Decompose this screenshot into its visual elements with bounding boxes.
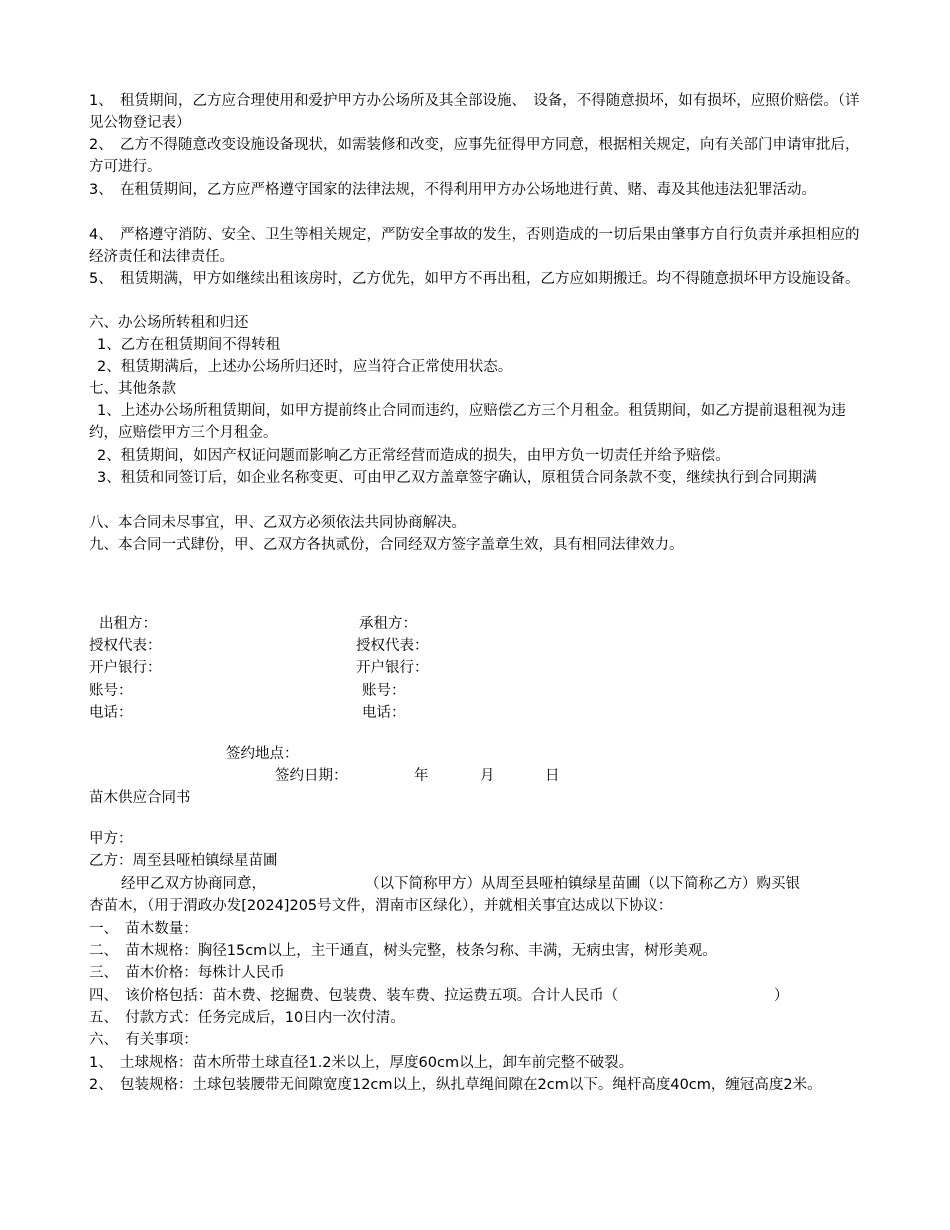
seedling-item-4-paren-close: ） <box>774 988 789 1004</box>
section-6-item-1: 1、乙方在租赁期间不得转租 <box>97 337 281 353</box>
lease-term-4: 4、 严格遵守消防、安全、卫生等相关规定，严防安全事故的发生，否则造成的一切后果由肇事方自行负责并承担相应的经济责任和法律责任。 <box>89 227 860 265</box>
section-8: 八、本合同未尽事宜，甲、乙双方必须依法共同协商解决。 <box>89 515 466 531</box>
seedling-sub-item-2: 2、 包装规格：土球包装腰带无间隙宽度12cm以上，纵扎草绳间隙在2cm以下。绳杆高度40cm，缠冠高度2米。 <box>89 1077 822 1093</box>
account-left-label: 账号： <box>89 683 133 699</box>
seedling-contract-title: 苗木供应合同书 <box>89 790 191 806</box>
intro-line-2: 杏苗木，（用于渭政办发[2024]205号文件，渭南市区绿化），并就相关事宜达成以下协议： <box>89 898 673 914</box>
phone-left-label: 电话： <box>89 705 133 721</box>
phone-right-label: 电话： <box>362 705 406 721</box>
bank-right-label: 开户银行： <box>356 660 429 676</box>
intro-line-1b: （以下简称甲方）从周至县哑柏镇绿星苗圃（以下简称乙方）购买银 <box>365 876 800 892</box>
rep-right-label: 授权代表： <box>356 638 429 654</box>
lease-term-5: 5、 租赁期满，甲方如继续出租该房时，乙方优先，如甲方不再出租，乙方应如期搬迁。均不得随意损坏甲方设施设备。 <box>89 271 860 287</box>
seedling-sub-item-1: 1、 土球规格：苗木所带土球直径1.2米以上，厚度60cm以上，卸车前完整不破裂。 <box>89 1055 634 1071</box>
section-7-item-1: 1、上述办公场所租赁期间，如甲方提前终止合同而违约，应赔偿乙方三个月租金。租赁期间，如乙方提前退租视为违约，应赔偿甲方三个月租金。 <box>89 403 846 441</box>
party-b-label: 乙方：周至县哑柏镇绿星苗圃 <box>89 853 278 869</box>
date-day: 日 <box>545 768 560 784</box>
signing-place-label: 签约地点： <box>226 746 299 762</box>
bank-left-label: 开户银行： <box>89 660 162 676</box>
section-7-title: 七、其他条款 <box>89 381 176 397</box>
seedling-item-5: 五、 付款方式：任务完成后，10日内一次付清。 <box>89 1010 405 1026</box>
lessor-label: 出租方： <box>99 616 157 632</box>
account-right-label: 账号： <box>362 683 406 699</box>
seedling-item-1: 一、 苗木数量： <box>89 921 198 937</box>
section-7-item-2: 2、租赁期间，如因产权证问题而影响乙方正常经营而造成的损失，由甲方负一切责任并给予赔偿。 <box>97 448 730 464</box>
date-year: 年 <box>414 768 429 784</box>
section-6-title: 六、办公场所转租和归还 <box>89 315 249 331</box>
intro-line-1: 经甲乙双方协商同意， <box>121 876 266 892</box>
lease-term-3: 3、 在租赁期间，乙方应严格遵守国家的法律法规，不得利用甲方办公场地进行黄、赌、毒及其他违法犯罪活动。 <box>89 182 816 198</box>
lessee-label: 承租方： <box>359 616 417 632</box>
lease-term-1: 1、 租赁期间，乙方应合理使用和爱护甲方办公场所及其全部设施、 设备，不得随意损坏，如有损坏，应照价赔偿。（详见公物登记表） <box>89 93 860 131</box>
section-6-item-2: 2、租赁期满后，上述办公场所归还时，应当符合正常使用状态。 <box>97 359 513 375</box>
section-9: 九、本合同一式肆份，甲、乙双方各执贰份，合同经双方签字盖章生效，具有相同法律效力。 <box>89 537 684 553</box>
seedling-item-2: 二、 苗木规格：胸径15cm以上，主干通直，树头完整，枝条匀称、丰满，无病虫害，树形美观。 <box>89 943 717 959</box>
seedling-item-4: 四、 该价格包括：苗木费、挖掘费、包装费、装车费、拉运费五项。合计人民币（ <box>89 988 619 1004</box>
signing-date-label: 签约日期： <box>275 768 348 784</box>
date-month: 月 <box>480 768 495 784</box>
party-a-label: 甲方： <box>89 831 133 847</box>
lease-term-2: 2、 乙方不得随意改变设施设备现状，如需装修和改变，应事先征得甲方同意，根据相关规定，向有关部门申请审批后，方可进行。 <box>89 137 860 175</box>
rep-left-label: 授权代表： <box>89 638 162 654</box>
seedling-item-6: 六、 有关事项： <box>89 1032 198 1048</box>
seedling-item-3: 三、 苗木价格：每株计人民币 <box>89 965 285 981</box>
section-7-item-3: 3、租赁和同签订后，如企业名称变更、可由甲乙双方盖章签字确认，原租赁合同条款不变，继续执行到合同期满 <box>97 470 817 486</box>
